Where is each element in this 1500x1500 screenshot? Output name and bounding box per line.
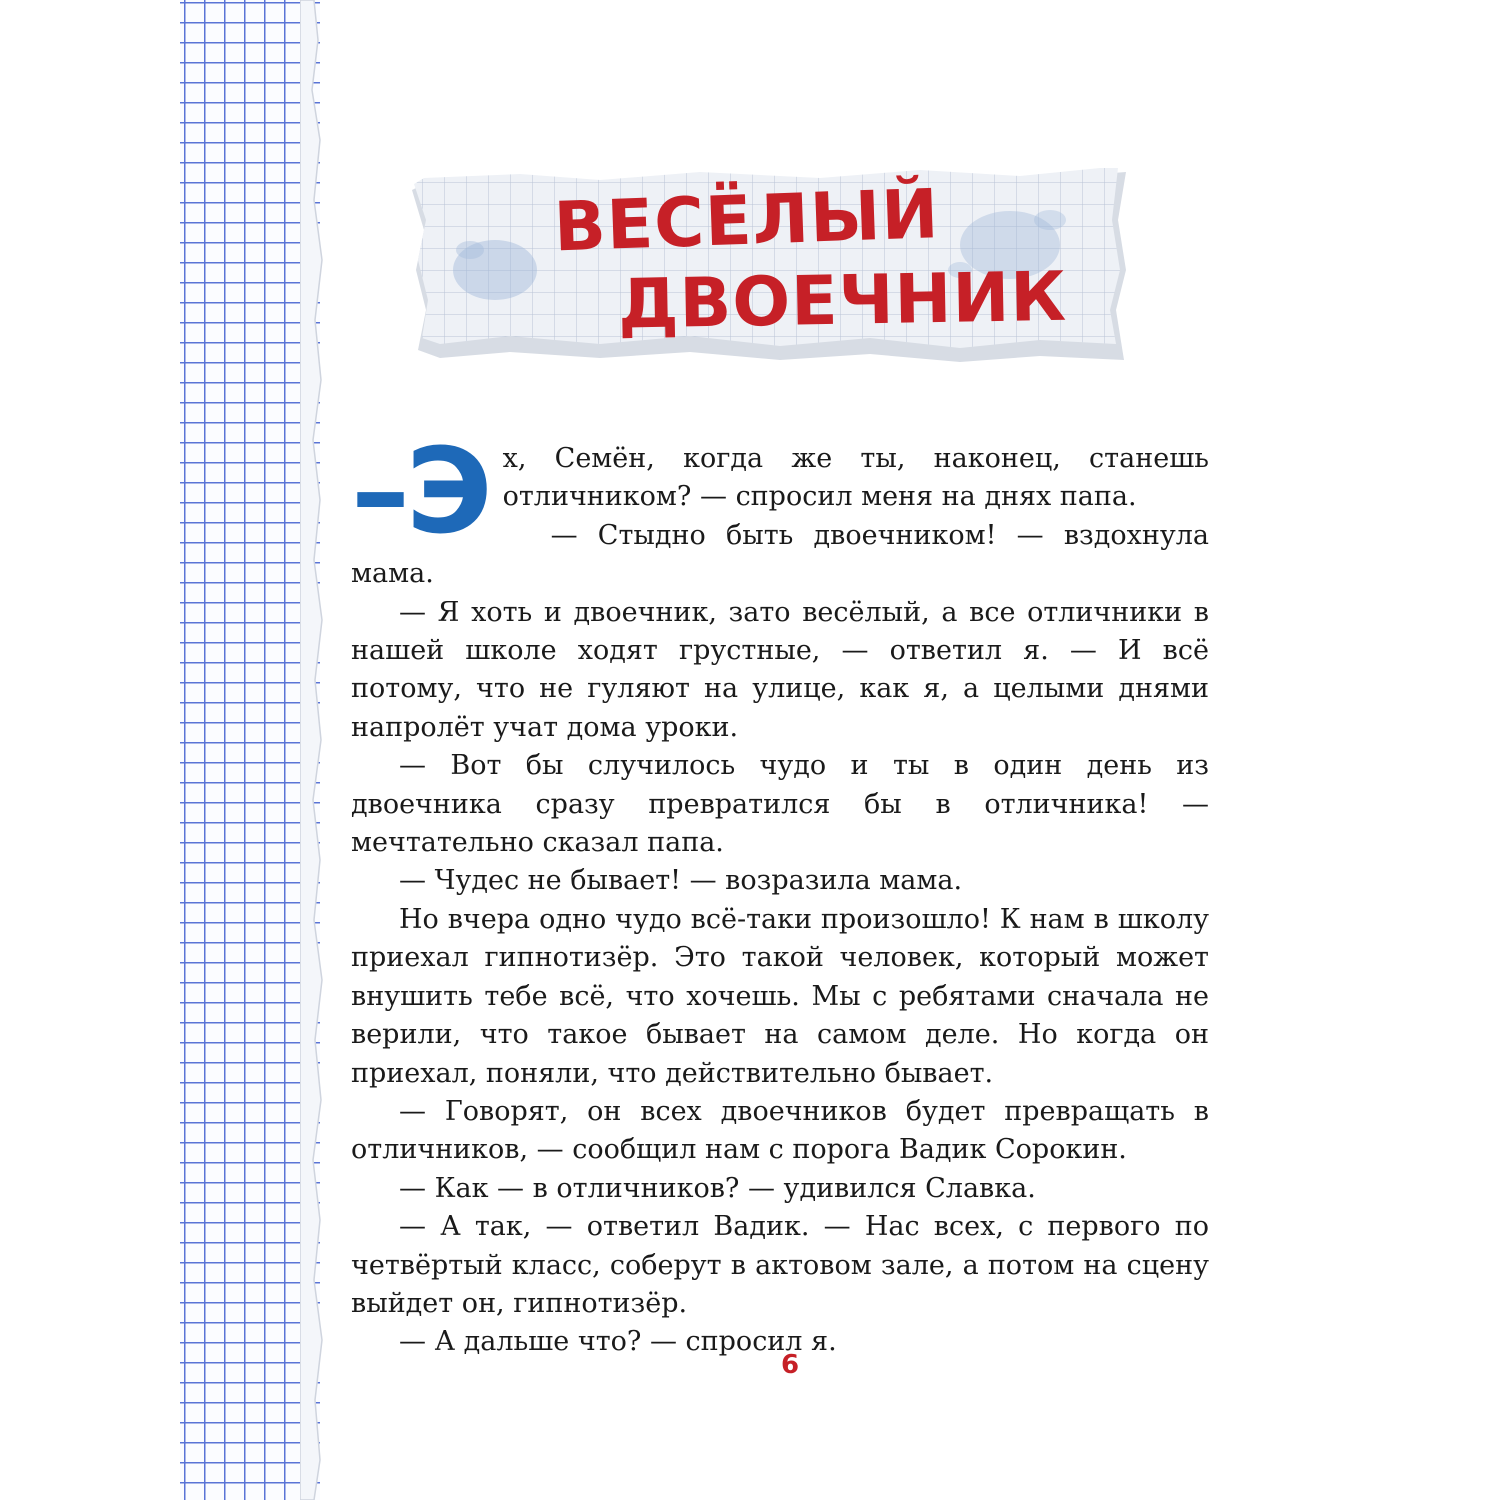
paragraph-10: — А дальше что? — спросил я. [399, 1326, 837, 1358]
page-number: 6 [780, 1350, 800, 1380]
chapter-body [351, 422, 1209, 1362]
paragraph-9: — А так, — ответил Вадик. — Нас всех, с первого по четвёртый класс, соберут в актовом зале, а потом на сцену выйдет он, гипнотизёр. [351, 1211, 1209, 1319]
graph-paper-strip [180, 0, 320, 1500]
paragraph-3: — Я хоть и двоечник, зато весёлый, а все отличники в нашей школе ходят грустные, — ответил я. — И всё потому, что не гуляют на улице, как я, а целыми днями напролёт учат дома уроки. [351, 596, 1209, 743]
chapter-title-line1: ВЕСЁЛЫЙ [552, 175, 941, 268]
paragraph-5: — Чудес не бывает! — возразила мама. [399, 865, 963, 897]
title-banner [400, 160, 1130, 370]
paragraph-8: — Как — в отличников? — удивился Славка. [399, 1172, 1036, 1204]
paragraph-1-text: х, Семён, когда же ты, наконец, станешь отличником? — спросил меня на днях папа. [502, 443, 1209, 513]
paragraph-4: — Вот бы случилось чудо и ты в один день из двоечника сразу превратился бы в отличника! — мечтательно сказал папа. [351, 750, 1209, 859]
paragraph-6: Но вчера одно чудо всё-таки произошло! К нам в школу приехал гипнотизёр. Это такой человек, который может внушить тебе всё, что хочешь. Мы с ребятами сначала не верили, что такое бывает на самом деле. Но когда он приехал, поняли, что действительно бывает. [351, 903, 1209, 1089]
chapter-title-line2: ДВОЕЧНИК [617, 257, 1068, 345]
paragraph-2: — Стыдно быть двоечником! — вздохнула мама. [351, 519, 1209, 590]
paragraph-7: — Говорят, он всех двоечников будет превращать в отличников, — сообщил нам с порога Вадик Сорокин. [351, 1095, 1209, 1166]
chapter-title [540, 175, 1068, 346]
torn-paper-edge [300, 0, 340, 1500]
drop-cap: –Э [351, 422, 489, 560]
